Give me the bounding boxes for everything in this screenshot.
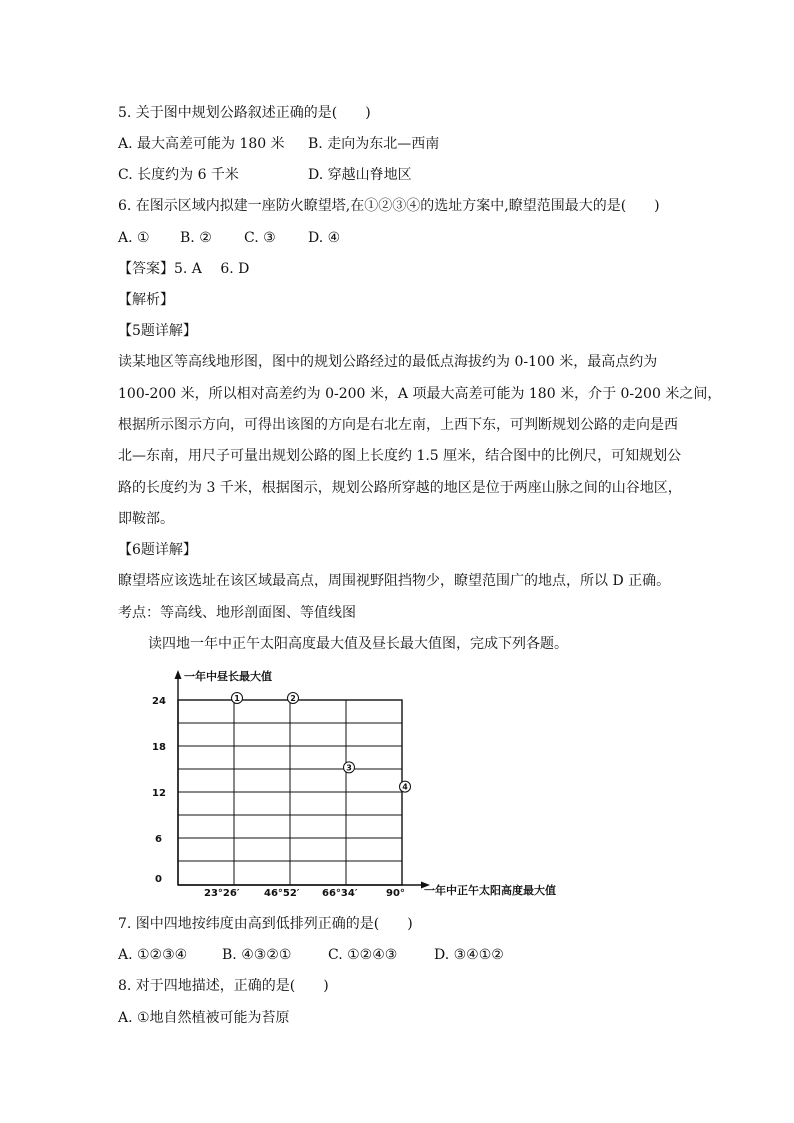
detail5-line: 100-200 米，所以相对高差约为 0-200 米，A 项最大高差可能为 180 米，介于 0-200 米之间， [118, 386, 722, 402]
point-label: 4 [402, 782, 408, 792]
q6-stem: 6. 在图示区域内拟建一座防火瞭望塔,在①②③④的选址方案中,瞭望范围最大的是( ) [118, 198, 660, 214]
q5-option-b: B. 走向为东北—西南 [308, 136, 440, 152]
y-tick-label: 12 [152, 788, 166, 799]
q6-option-b: B. ② [180, 230, 212, 246]
q6-option-c: C. ③ [244, 230, 276, 246]
q7-option-b: B. ④③②① [222, 947, 292, 963]
q7-option-d: D. ③④①② [434, 947, 504, 963]
q7-option-a: A. ①②③④ [118, 947, 188, 963]
q5-option-c: C. 长度约为 6 千米 [118, 167, 239, 183]
detail6-title: 【6题详解】 [118, 542, 197, 558]
detail5-line: 读某地区等高线地形图，图中的规划公路经过的最低点海拔约为 0-100 米，最高点约为 [118, 354, 658, 370]
q8-stem: 8. 对于四地描述，正确的是( ) [118, 978, 329, 994]
x-tick-label: 90° [386, 888, 405, 899]
chart-intro: 读四地一年中正午太阳高度最大值及昼长最大值图，完成下列各题。 [148, 636, 568, 652]
detail6-text: 瞭望塔应该选址在该区域最高点，周围视野阻挡物少，瞭望范围广的地点，所以 D 正确。 [118, 573, 671, 589]
point-label: 2 [290, 694, 296, 703]
x-axis-label: 一年中正午太阳高度最大值 [424, 884, 556, 897]
y-tick-label: 24 [152, 696, 166, 707]
y-axis-label: 一年中昼长最大值 [184, 670, 272, 683]
answer-line: 【答案】5. A 6. D [118, 261, 250, 277]
daylength-sun-altitude-chart [140, 660, 580, 900]
kaodian-line: 考点：等高线、地形剖面图、等值线图 [118, 605, 356, 621]
chart-grid [178, 700, 402, 885]
detail5-line: 根据所示图示方向，可得出该图的方向是右北左南，上西下东，可判断规划公路的走向是西 [118, 417, 678, 433]
q5-option-a: A. 最大高差可能为 180 米 [118, 136, 285, 152]
x-tick-label: 66°34′ [322, 888, 358, 899]
q7-stem: 7. 图中四地按纬度由高到低排列正确的是( ) [118, 916, 413, 932]
point-label: 3 [346, 763, 352, 773]
chart-axes [175, 670, 431, 889]
detail5-line: 路的长度约为 3 千米，根据图示，规划公路所穿越的地区是位于两座山脉之间的山谷地区， [118, 480, 682, 496]
q6-option-d: D. ④ [308, 230, 341, 246]
q6-option-a: A. ① [118, 230, 150, 246]
y-tick-label: 18 [152, 742, 166, 753]
point-label: 1 [234, 694, 240, 703]
q8-option-a: A. ①地自然植被可能为苔原 [118, 1010, 290, 1026]
x-tick-label: 23°26′ [204, 888, 240, 899]
detail5-line: 北—东南，用尺子可量出规划公路的图上长度约 1.5 厘米，结合图中的比例尺，可知规划公 [118, 448, 682, 464]
detail5-title: 【5题详解】 [118, 323, 197, 339]
x-tick-label: 46°52′ [264, 888, 300, 899]
q5-option-d: D. 穿越山脊地区 [308, 167, 412, 183]
detail5-line: 即鞍部。 [118, 511, 174, 527]
q7-option-c: C. ①②④③ [328, 947, 398, 963]
y-tick-label: 6 [155, 834, 162, 845]
q5-stem: 5. 关于图中规划公路叙述正确的是( ) [118, 105, 371, 121]
y-tick-label: 0 [155, 874, 162, 885]
analysis-title: 【解析】 [118, 292, 174, 308]
